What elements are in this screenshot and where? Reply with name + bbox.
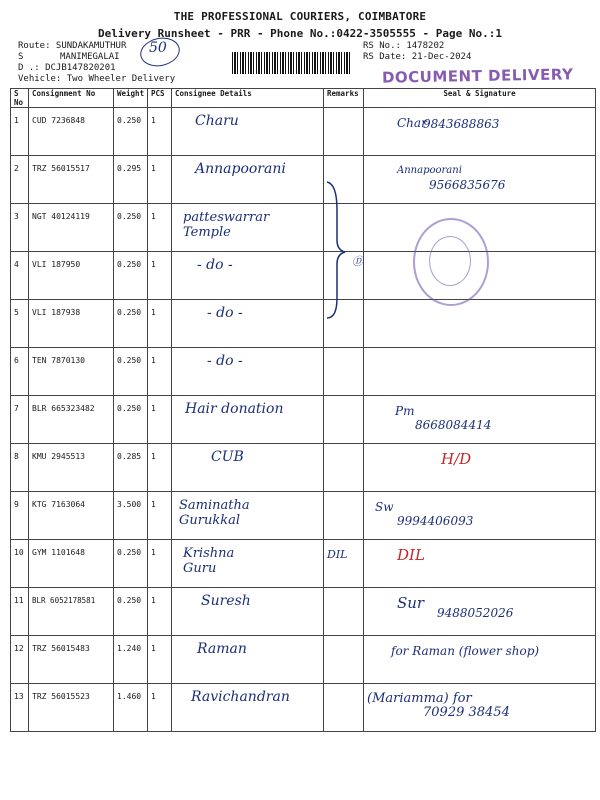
cell-weight: 0.250	[114, 396, 148, 444]
table-row	[11, 492, 596, 540]
cell-pcs: 1	[148, 108, 172, 156]
cell-remarks	[324, 588, 364, 636]
cell-sno: 6	[11, 348, 29, 396]
cell-signature	[364, 108, 596, 156]
table-row	[11, 300, 596, 348]
cell-weight: 0.295	[114, 156, 148, 204]
cell-weight: 0.250	[114, 348, 148, 396]
cell-pcs: 1	[148, 252, 172, 300]
table-row	[11, 396, 596, 444]
phone-number: 9994406093	[397, 514, 474, 528]
cell-pcs: 1	[148, 204, 172, 252]
signature-text: Sw	[375, 500, 394, 514]
cell-signature	[364, 156, 596, 204]
cell-consignment: NGT 40124119	[29, 204, 114, 252]
cell-signature	[364, 348, 596, 396]
table-row	[11, 684, 596, 732]
temple-seal-stamp	[413, 218, 489, 306]
document-subtitle: Delivery Runsheet - PRR - Phone No.:0422-3505555 - Page No.:1	[98, 27, 502, 40]
runsheet-table	[10, 88, 596, 732]
rs-date: RS Date: 21-Dec-2024	[363, 52, 472, 62]
table-row	[11, 348, 596, 396]
col-header-seal-signature: Seal & Signature	[364, 89, 596, 108]
cell-sno: 10	[11, 540, 29, 588]
signature-text: DIL	[397, 546, 425, 564]
consignee-handwriting: Krishna Guru	[183, 546, 235, 576]
s-line-value: MANIMEGALAI	[60, 52, 120, 62]
vehicle-label: Vehicle: Two Wheeler Delivery	[18, 74, 176, 84]
cell-consignee	[172, 204, 324, 252]
cell-consignment: BLR 6052178581	[29, 588, 114, 636]
cell-weight: 1.460	[114, 684, 148, 732]
cell-consignment: KMU 2945513	[29, 444, 114, 492]
cell-consignment: VLI 187950	[29, 252, 114, 300]
cell-signature	[364, 444, 596, 492]
cell-consignment: TRZ 56015483	[29, 636, 114, 684]
phone-number: 8668084414	[415, 418, 492, 432]
cell-consignee	[172, 492, 324, 540]
consignee-handwriting: - do -	[207, 305, 243, 321]
cell-sno: 11	[11, 588, 29, 636]
cell-pcs: 1	[148, 300, 172, 348]
signature-text: (Mariamma) for	[367, 691, 472, 706]
cell-weight: 0.285	[114, 444, 148, 492]
table-row	[11, 540, 596, 588]
signature-text: H/D	[441, 450, 472, 468]
cell-consignee	[172, 252, 324, 300]
cell-consignment: BLR 665323482	[29, 396, 114, 444]
cell-consignee	[172, 396, 324, 444]
remarks-handwriting: DIL	[327, 548, 348, 561]
signature-text: for Raman (flower shop)	[391, 644, 540, 658]
cell-pcs: 1	[148, 588, 172, 636]
consignee-handwriting: patteswarrar Temple	[183, 210, 270, 240]
cell-signature	[364, 396, 596, 444]
cell-remarks	[324, 684, 364, 732]
d-line: D .: DCJB147820201	[18, 63, 116, 73]
table-row	[11, 588, 596, 636]
cell-sno: 4	[11, 252, 29, 300]
consignee-handwriting: Annapoorani	[195, 161, 286, 177]
cell-pcs: 1	[148, 636, 172, 684]
consignee-handwriting: Suresh	[201, 593, 251, 609]
cell-weight: 0.250	[114, 540, 148, 588]
cell-pcs: 1	[148, 444, 172, 492]
signature-text: Sur	[397, 594, 425, 612]
rs-number: RS No.: 1478202	[363, 41, 445, 51]
phone-number: 9843688863	[423, 117, 500, 131]
consignee-handwriting: Charu	[195, 113, 239, 129]
phone-number: 9488052026	[437, 606, 514, 620]
cell-remarks	[324, 348, 364, 396]
table-header-row	[11, 89, 596, 108]
cell-weight: 0.250	[114, 252, 148, 300]
cell-sno: 12	[11, 636, 29, 684]
cell-pcs: 1	[148, 492, 172, 540]
cell-consignee	[172, 348, 324, 396]
cell-signature	[364, 492, 596, 540]
cell-remarks	[324, 540, 364, 588]
col-header-sno: S No	[11, 89, 29, 108]
cell-weight: 3.500	[114, 492, 148, 540]
col-header-pcs: PCS	[148, 89, 172, 108]
cell-consignee	[172, 108, 324, 156]
table-row	[11, 636, 596, 684]
cell-consignment: CUD 7236848	[29, 108, 114, 156]
cell-signature	[364, 684, 596, 732]
consignee-handwriting: - do -	[197, 257, 233, 273]
cell-pcs: 1	[148, 684, 172, 732]
bracket-mark	[323, 180, 347, 320]
cell-weight: 0.250	[114, 108, 148, 156]
s-line-label: S	[18, 52, 24, 62]
cell-consignment: TRZ 56015517	[29, 156, 114, 204]
cell-sno: 13	[11, 684, 29, 732]
cell-consignment: KTG 7163064	[29, 492, 114, 540]
col-header-consignment: Consignment No	[29, 89, 114, 108]
consignee-handwriting: Hair donation	[185, 401, 284, 417]
cell-consignee	[172, 156, 324, 204]
cell-signature	[364, 540, 596, 588]
consignee-handwriting: Raman	[197, 641, 247, 657]
cell-pcs: 1	[148, 348, 172, 396]
cell-remarks	[324, 396, 364, 444]
barcode	[232, 52, 350, 74]
cell-remarks	[324, 492, 364, 540]
table-row	[11, 204, 596, 252]
cell-weight: 0.250	[114, 300, 148, 348]
col-header-consignee: Consignee Details	[172, 89, 324, 108]
cell-pcs: 1	[148, 156, 172, 204]
cell-weight: 0.250	[114, 204, 148, 252]
cell-signature	[364, 588, 596, 636]
table-row	[11, 156, 596, 204]
document-title: THE PROFESSIONAL COURIERS, COIMBATORE	[173, 10, 427, 23]
document-delivery-stamp: DOCUMENT DELIVERY	[381, 65, 574, 87]
cell-signature	[364, 300, 596, 348]
cell-pcs: 1	[148, 396, 172, 444]
cell-sno: 3	[11, 204, 29, 252]
cell-consignee	[172, 684, 324, 732]
signature-text: Annapoorani	[397, 165, 462, 176]
table-row	[11, 252, 596, 300]
col-header-weight: Weight	[114, 89, 148, 108]
signature-text: Char	[397, 116, 427, 130]
bracket-annotation: Ⓓ	[352, 255, 363, 268]
consignee-handwriting: Ravichandran	[191, 689, 290, 705]
cell-consignment: VLI 187938	[29, 300, 114, 348]
cell-sno: 1	[11, 108, 29, 156]
cell-sno: 5	[11, 300, 29, 348]
handwritten-top-note: 50	[149, 40, 167, 56]
phone-number: 70929 38454	[423, 705, 510, 720]
cell-pcs: 1	[148, 540, 172, 588]
cell-consignee	[172, 588, 324, 636]
table-row	[11, 108, 596, 156]
table-row	[11, 444, 596, 492]
cell-sno: 7	[11, 396, 29, 444]
cell-consignee	[172, 300, 324, 348]
cell-remarks	[324, 636, 364, 684]
consignee-handwriting: Saminatha Gurukkal	[179, 498, 250, 528]
signature-text: Pm	[395, 404, 415, 418]
cell-consignee	[172, 636, 324, 684]
cell-sno: 2	[11, 156, 29, 204]
cell-consignee	[172, 444, 324, 492]
cell-consignment: GYM 1101648	[29, 540, 114, 588]
col-header-remarks: Remarks	[324, 89, 364, 108]
cell-remarks	[324, 444, 364, 492]
cell-consignee	[172, 540, 324, 588]
cell-sno: 9	[11, 492, 29, 540]
phone-number: 9566835676	[429, 178, 506, 192]
consignee-handwriting: CUB	[211, 449, 244, 465]
cell-consignment: TEN 7870130	[29, 348, 114, 396]
route-label: Route: SUNDAKAMUTHUR	[18, 41, 127, 51]
cell-sno: 8	[11, 444, 29, 492]
cell-signature	[364, 636, 596, 684]
consignee-handwriting: - do -	[207, 353, 243, 369]
cell-remarks	[324, 108, 364, 156]
cell-weight: 0.250	[114, 588, 148, 636]
cell-weight: 1.240	[114, 636, 148, 684]
cell-consignment: TRZ 56015523	[29, 684, 114, 732]
